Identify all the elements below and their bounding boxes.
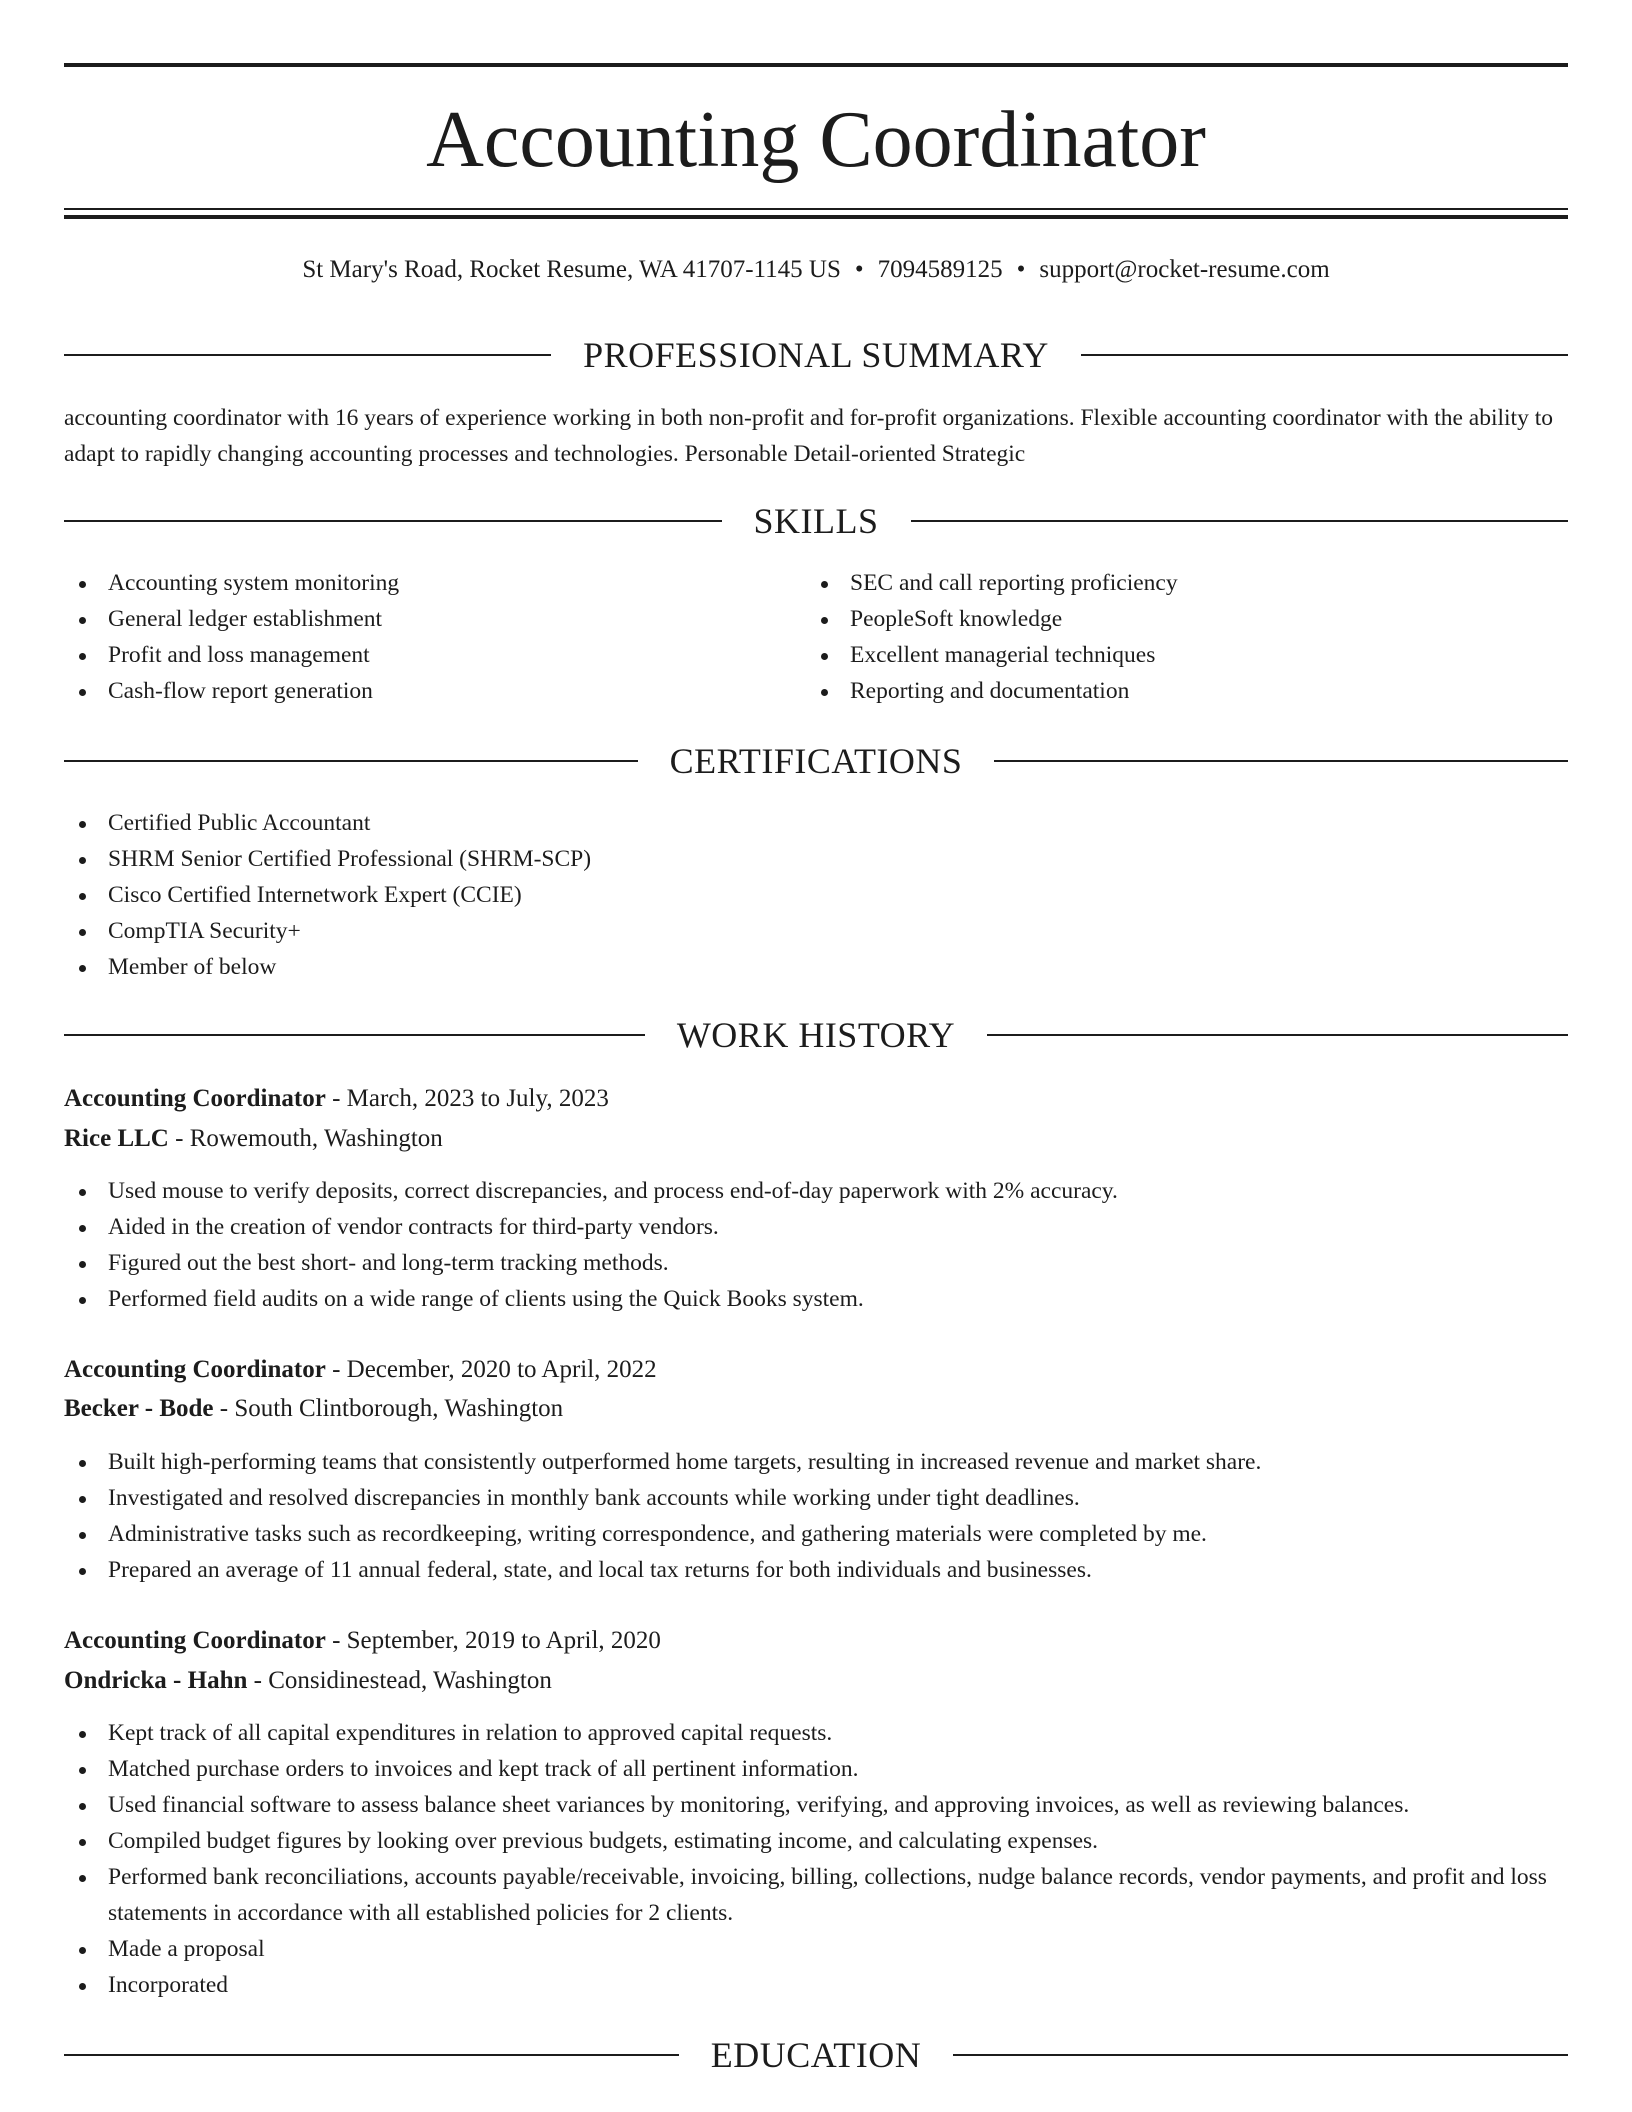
job-bullet: Performed field audits on a wide range of clients using the Quick Books system. [64, 1281, 1568, 1317]
skill-item: Profit and loss management [64, 637, 804, 673]
skill-item: Accounting system monitoring [64, 565, 804, 601]
resume-title: Accounting Coordinator [426, 96, 1206, 184]
job-company: Becker - Bode [64, 1395, 214, 1422]
section-title: SKILLS [753, 501, 879, 541]
skill-item: Excellent managerial techniques [806, 637, 1568, 673]
job-role: Accounting Coordinator [64, 1356, 326, 1383]
heading-rule [987, 1034, 1568, 1036]
contact-separator: • [854, 256, 864, 283]
job-bullet: Used mouse to verify deposits, correct discrepancies, and process end-of-day paperwork with 2% accuracy. [64, 1173, 1568, 1209]
job-role: Accounting Coordinator [64, 1085, 326, 1112]
heading-rule [64, 760, 638, 762]
skill-item: Cash-flow report generation [64, 673, 804, 709]
section-heading-skills [64, 499, 1568, 543]
job-bullets [64, 1173, 1568, 1317]
job-location: Rowemouth, Washington [189, 1125, 443, 1152]
job-bullet: Administrative tasks such as recordkeeping, writing correspondence, and gathering materials were completed by me. [64, 1516, 1568, 1552]
job-dates: December, 2020 to April, 2022 [346, 1356, 657, 1383]
heading-rule [911, 520, 1569, 522]
summary-text: accounting coordinator with 16 years of experience working in both non-profit and for-profit organizations. Flexible accounting coordinator with the ability to adapt to rapidly changing accounting processes and technologies. Personable Detail-oriented Strategic [64, 405, 1553, 467]
job-bullets [64, 1715, 1568, 2003]
section-heading-summary [64, 333, 1568, 377]
section-title: PROFESSIONAL SUMMARY [583, 335, 1049, 375]
heading-rule [64, 354, 551, 356]
section-title: WORK HISTORY [676, 1015, 956, 1055]
job-bullet: Made a proposal [64, 1931, 1568, 1967]
header-rule-upper [64, 208, 1568, 210]
job-bullet: Built high-performing teams that consistently outperformed home targets, resulting in increased revenue and market share. [64, 1444, 1568, 1480]
job-location: South Clintborough, Washington [234, 1395, 564, 1422]
job-bullet: Performed bank reconciliations, accounts payable/receivable, invoicing, billing, collections, nudge balance records, vendor payments, and profit and loss statements in accordance with all established policies for 2 clients. [64, 1859, 1568, 1931]
certification-item: SHRM Senior Certified Professional (SHRM-SCP) [64, 841, 1568, 877]
job-bullet: Investigated and resolved discrepancies in monthly bank accounts while working under tight deadlines. [64, 1480, 1568, 1516]
job-bullet: Matched purchase orders to invoices and kept track of all pertinent information. [64, 1751, 1568, 1787]
skill-item: Reporting and documentation [806, 673, 1568, 709]
job-role-line: Accounting Coordinator - September, 2019 to April, 2020 [64, 1627, 661, 1654]
contact-email: support@rocket-resume.com [1039, 256, 1330, 283]
contact-line [64, 254, 1568, 286]
job-location: Considinestead, Washington [268, 1667, 552, 1694]
section-heading-work-history [64, 1013, 1568, 1057]
certification-item: Cisco Certified Internetwork Expert (CCIE) [64, 877, 1568, 913]
certification-item: Certified Public Accountant [64, 805, 1568, 841]
section-heading-certifications [64, 739, 1568, 783]
skills-list-right [806, 565, 1568, 709]
section-title: EDUCATION [710, 2035, 922, 2075]
job-bullet: Prepared an average of 11 annual federal, state, and local tax returns for both individuals and businesses. [64, 1552, 1568, 1588]
job-role-line: Accounting Coordinator - March, 2023 to July, 2023 [64, 1085, 609, 1112]
job-company-line: Rice LLC - Rowemouth, Washington [64, 1125, 443, 1152]
job-company-line: Becker - Bode - South Clintborough, Washington [64, 1395, 564, 1422]
job-bullet: Used financial software to assess balance sheet variances by monitoring, verifying, and approving invoices, as well as reviewing balances. [64, 1787, 1568, 1823]
section-title: CERTIFICATIONS [669, 741, 963, 781]
contact-address: St Mary's Road, Rocket Resume, WA 41707-1145 US [302, 256, 841, 283]
job-company-line: Ondricka - Hahn - Considinestead, Washington [64, 1667, 552, 1694]
heading-rule [64, 520, 722, 522]
certification-item: Member of below [64, 949, 1568, 985]
section-heading-education [64, 2033, 1568, 2077]
job-bullet: Compiled budget figures by looking over previous budgets, estimating income, and calculating expenses. [64, 1823, 1568, 1859]
heading-rule [953, 2054, 1568, 2056]
job-company: Ondricka - Hahn [64, 1667, 248, 1694]
job-role: Accounting Coordinator [64, 1627, 326, 1654]
job-dates: September, 2019 to April, 2020 [346, 1627, 661, 1654]
contact-phone: 7094589125 [877, 256, 1003, 283]
heading-rule [994, 760, 1568, 762]
job-bullet: Kept track of all capital expenditures in relation to approved capital requests. [64, 1715, 1568, 1751]
job-bullet: Aided in the creation of vendor contracts for third-party vendors. [64, 1209, 1568, 1245]
job-company: Rice LLC [64, 1125, 169, 1152]
job-bullets [64, 1444, 1568, 1588]
heading-rule [1081, 354, 1568, 356]
job-dates: March, 2023 to July, 2023 [346, 1085, 609, 1112]
job-role-line: Accounting Coordinator - December, 2020 to April, 2022 [64, 1356, 657, 1383]
certification-item: CompTIA Security+ [64, 913, 1568, 949]
job-bullet: Incorporated [64, 1967, 1568, 2003]
heading-rule [64, 2054, 679, 2056]
skill-item: General ledger establishment [64, 601, 804, 637]
heading-rule [64, 1034, 645, 1036]
header-top-rule [64, 63, 1568, 67]
certifications-list [64, 805, 1568, 985]
skill-item: SEC and call reporting proficiency [806, 565, 1568, 601]
header-rule-lower [64, 215, 1568, 219]
skills-list-left [64, 565, 804, 709]
contact-separator: • [1016, 256, 1026, 283]
skill-item: PeopleSoft knowledge [806, 601, 1568, 637]
job-bullet: Figured out the best short- and long-term tracking methods. [64, 1245, 1568, 1281]
